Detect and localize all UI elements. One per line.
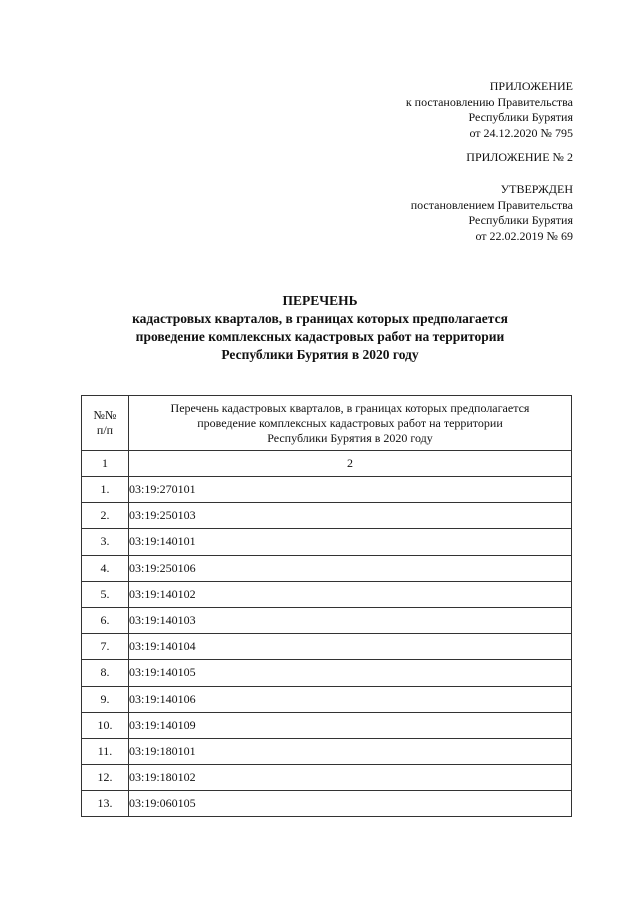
cadastral-code: 03:19:140104 <box>129 634 572 660</box>
header-description-cell <box>129 396 572 451</box>
table-row <box>82 555 572 581</box>
appendix-line-3: от 24.12.2020 № 795 <box>469 125 573 140</box>
cadastral-code: 03:19:140103 <box>129 607 572 633</box>
table-row <box>82 529 572 555</box>
approved-line-3: от 22.02.2019 № 69 <box>475 228 573 243</box>
appendix2-block <box>466 150 573 166</box>
table-row <box>82 791 572 817</box>
approved-line-1: постановлением Правительства <box>410 197 573 212</box>
row-number: 6. <box>82 607 129 633</box>
row-number: 10. <box>82 712 129 738</box>
approved-block <box>411 182 573 244</box>
cadastral-code: 03:19:140109 <box>129 712 572 738</box>
table-row <box>82 712 572 738</box>
row-number: 1. <box>82 477 129 503</box>
table-row <box>82 765 572 791</box>
row-number: 9. <box>82 686 129 712</box>
row-number: 13. <box>82 791 129 817</box>
cadastral-code: 03:19:140101 <box>129 529 572 555</box>
header-number-cell <box>82 396 129 451</box>
appendix-line-1: к постановлению Правительства <box>405 94 573 109</box>
cadastral-code: 03:19:180101 <box>129 738 572 764</box>
appendix-title: ПРИЛОЖЕНИЕ <box>489 79 573 93</box>
document-title-line-2: кадастровых кварталов, в границах которых предполагается <box>132 311 508 326</box>
row-number: 7. <box>82 634 129 660</box>
document-title-line-3: проведение комплексных кадастровых работ на территории <box>135 329 505 344</box>
header-description-line-1: Перечень кадастровых кварталов, в границах которых предполагается <box>170 400 530 415</box>
column-number-2: 2 <box>129 451 572 477</box>
header-number-line-2: п/п <box>96 423 114 437</box>
header-number-line-1: №№ <box>93 408 117 422</box>
row-number: 12. <box>82 765 129 791</box>
row-number: 11. <box>82 738 129 764</box>
cadastral-code: 03:19:250106 <box>129 555 572 581</box>
cadastral-code: 03:19:140102 <box>129 581 572 607</box>
approved-title: УТВЕРЖДЕН <box>500 182 573 196</box>
row-number: 3. <box>82 529 129 555</box>
row-number: 5. <box>82 581 129 607</box>
cadastral-quarters-table <box>81 395 572 817</box>
cadastral-code: 03:19:140106 <box>129 686 572 712</box>
table-row <box>82 634 572 660</box>
row-number: 2. <box>82 503 129 529</box>
cadastral-code: 03:19:180102 <box>129 765 572 791</box>
cadastral-code: 03:19:270101 <box>129 477 572 503</box>
approved-line-2: Республики Бурятия <box>468 213 573 227</box>
appendix2-title: ПРИЛОЖЕНИЕ № 2 <box>466 150 573 164</box>
cadastral-code: 03:19:250103 <box>129 503 572 529</box>
column-number-1: 1 <box>82 451 129 477</box>
document-title-line-4: Республики Бурятия в 2020 году <box>221 347 419 362</box>
table-row <box>82 503 572 529</box>
table-row <box>82 738 572 764</box>
appendix-line-2: Республики Бурятия <box>468 110 573 124</box>
document-title-line-1: ПЕРЕЧЕНЬ <box>282 293 358 308</box>
cadastral-code: 03:19:060105 <box>129 791 572 817</box>
column-numbers-row <box>82 451 572 477</box>
table-row <box>82 581 572 607</box>
cadastral-code: 03:19:140105 <box>129 660 572 686</box>
table-row <box>82 686 572 712</box>
table-row <box>82 660 572 686</box>
header-description-line-2: проведение комплексных кадастровых работ на территории <box>197 415 503 430</box>
table-header-row <box>82 396 572 451</box>
appendix-block <box>406 79 573 141</box>
document-title <box>60 292 580 364</box>
header-description-line-3: Республики Бурятия в 2020 году <box>267 430 433 445</box>
row-number: 8. <box>82 660 129 686</box>
table-row <box>82 477 572 503</box>
row-number: 4. <box>82 555 129 581</box>
table-row <box>82 607 572 633</box>
